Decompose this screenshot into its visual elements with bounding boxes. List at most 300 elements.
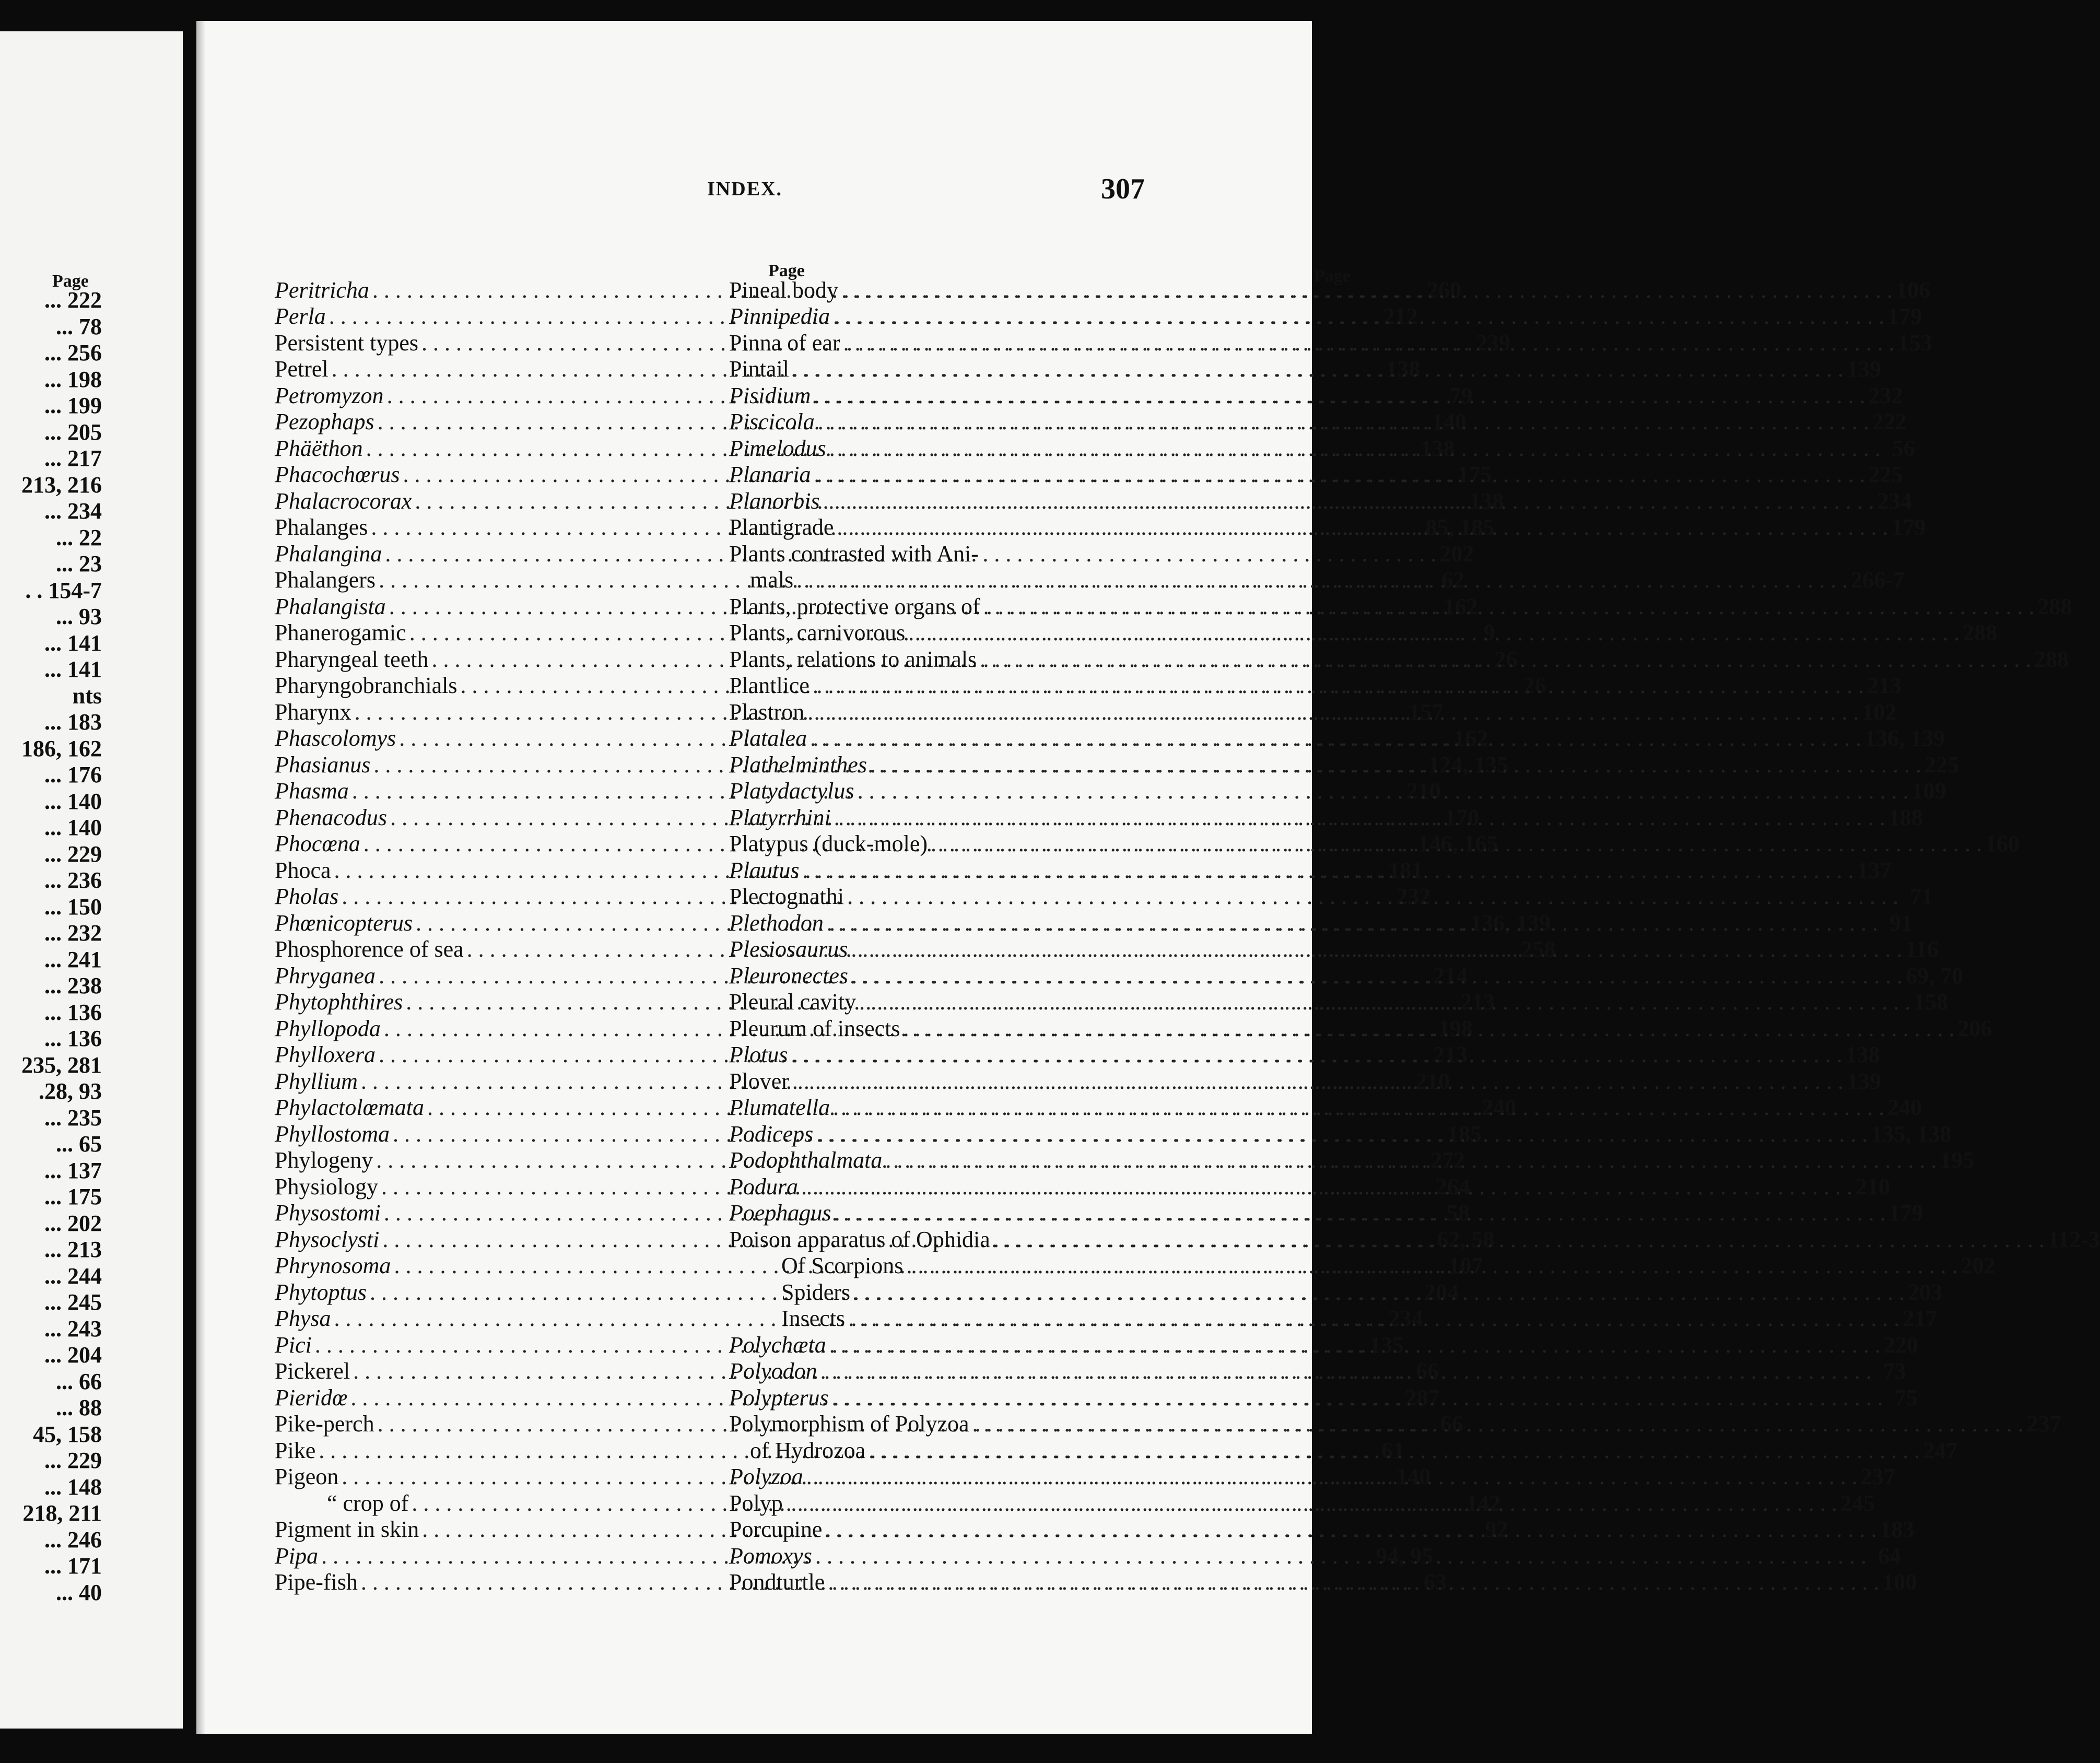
index-term: Phrynosoma (275, 1253, 391, 1278)
index-term: Pharynx (275, 699, 351, 725)
index-page-ref: 210 (1415, 1068, 1450, 1094)
previous-page-entry: ... 238 (44, 973, 102, 998)
index-term: Plectognathi (729, 884, 844, 909)
previous-page-entry: ... 229 (44, 1448, 102, 1473)
index-term: Platypus (duck-mole) (729, 831, 928, 856)
index-page-ref: 188 (1888, 804, 1923, 830)
index-page-ref: 100 (1882, 1569, 1917, 1595)
index-page-ref: 26 (1494, 646, 1518, 672)
index-page-ref: 202 (1961, 1253, 1996, 1278)
previous-page-entry: ... 78 (56, 313, 102, 339)
index-term: Insects (781, 1306, 846, 1331)
book-gutter (183, 21, 196, 1734)
previous-page-entry: ... 23 (56, 551, 102, 577)
index-term: Petromyzon (275, 382, 384, 408)
previous-page-fragment (0, 31, 183, 1729)
index-term: Phalangina (275, 540, 382, 567)
index-page-ref: 234 (1388, 1306, 1423, 1331)
index-term: Pigment in skin (275, 1517, 419, 1542)
index-page-ref: 106 (1895, 277, 1930, 303)
previous-page-entry: ... 148 (44, 1474, 102, 1500)
previous-page-entry: ... 213 (44, 1237, 102, 1262)
index-page-ref: 92 (1485, 1517, 1508, 1542)
index-page-ref: 181 (1388, 857, 1423, 883)
index-term: Phocœna (275, 831, 360, 856)
index-page-ref: 203 (1908, 1279, 1942, 1305)
index-page-ref: 139 (1846, 1068, 1881, 1094)
index-term: Peritricha (275, 277, 369, 303)
index-term: Phylogeny (275, 1147, 373, 1173)
previous-page-entry: ... 88 (56, 1395, 102, 1420)
index-term: Plantigrade (729, 514, 834, 540)
index-page-ref: 85, 185 (1425, 514, 1495, 540)
index-page-ref: 198 (1438, 1015, 1473, 1041)
index-entry (729, 540, 1345, 567)
previous-page-entry: ... 204 (44, 1342, 102, 1368)
index-page-ref: 232 (1396, 884, 1431, 909)
previous-page-entry: nts (72, 683, 102, 709)
index-page-ref: 146, 165 (1417, 831, 1498, 856)
index-page-ref: 234 (1877, 488, 1912, 514)
index-page-ref: 213 (1433, 1042, 1468, 1067)
index-page-ref: 204 (1424, 1279, 1459, 1305)
index-page-ref: 64 (1878, 1543, 1901, 1569)
previous-page-entry: 45, 158 (33, 1421, 102, 1447)
index-term: Pinnipedia (729, 303, 830, 329)
index-term: Spiders (781, 1279, 850, 1305)
previous-page-entry: ... 136 (44, 999, 102, 1025)
index-page-ref: 272 (1430, 1147, 1465, 1173)
index-term: Pintail (729, 356, 789, 382)
index-term: Plumatella (729, 1095, 830, 1120)
index-page-ref: 195 (1940, 1147, 1975, 1173)
index-page-ref: 116 (1905, 936, 1939, 962)
index-term: Plotus (729, 1042, 788, 1067)
dot-leader (904, 1016, 1955, 1042)
index-page-ref: 124, 135 (1428, 751, 1509, 778)
index-page-ref: 162 (1443, 593, 1478, 619)
index-term: Physoclysti (275, 1226, 380, 1252)
index-term: Phasma (275, 778, 349, 804)
index-term: Pike-perch (275, 1411, 374, 1437)
index-term: Pomoxys (729, 1543, 812, 1569)
previous-page-entry: ... 140 (44, 788, 102, 814)
index-page-ref: 214 (1433, 962, 1468, 989)
index-term: Pleurum of insects (729, 1015, 900, 1041)
previous-page-entry: ... 136 (44, 1026, 102, 1051)
index-term: Polyzoa (729, 1464, 803, 1489)
index-page-ref: 139 (1846, 356, 1881, 382)
index-page-ref: 240 (1481, 1095, 1516, 1120)
dot-leader (833, 1095, 1884, 1121)
right-column-page-label: Page (1314, 266, 1351, 286)
index-page-ref: 73 (1883, 1358, 1906, 1384)
index-page-ref: 107 (1448, 1253, 1483, 1278)
index-term: Phenacodus (275, 804, 388, 830)
index-page-ref: 63 (1423, 1569, 1447, 1595)
previous-page-entry: ... 245 (44, 1289, 102, 1315)
index-term: Physiology (275, 1173, 379, 1200)
index-page-ref: 102 (1862, 699, 1897, 725)
previous-page-entry: ... 246 (44, 1526, 102, 1553)
index-page-ref: 138 (1386, 356, 1421, 382)
dot-leader (827, 910, 1878, 936)
index-page-ref: 287 (1405, 1384, 1440, 1411)
index-page-ref: 206 (1957, 1015, 1992, 1041)
previous-page-entry: ... 222 (44, 287, 102, 313)
index-term: Phasianus (275, 751, 371, 778)
dot-leader (786, 1490, 1837, 1517)
previous-page-entry: ... 141 (44, 656, 102, 682)
index-term: Phytophthires (275, 989, 403, 1015)
dot-leader (848, 1306, 1899, 1332)
index-term: Polyp (729, 1490, 783, 1516)
index-page-ref: 138 (1420, 435, 1455, 461)
index-term: Plathelminthes (729, 751, 867, 778)
dot-leader (859, 989, 1910, 1015)
dot-leader (906, 1253, 1957, 1279)
dot-leader (792, 1068, 1844, 1095)
index-term: Polychæta (729, 1332, 826, 1358)
dot-leader (833, 303, 1884, 330)
index-page-ref: 62 (1441, 567, 1465, 593)
index-page-ref: 240 (1887, 1095, 1922, 1120)
index-term: Pipa (275, 1543, 319, 1569)
dot-leader (908, 620, 1960, 646)
index-term: “ crop of (327, 1490, 409, 1516)
previous-page-entry: ... 244 (44, 1263, 102, 1289)
index-term: Poison apparatus of Ophidia (729, 1226, 990, 1252)
index-term: Platalea (729, 725, 807, 751)
previous-page-entry: ... 241 (44, 946, 102, 972)
dot-leader (807, 699, 1859, 725)
dot-leader (858, 778, 1909, 804)
index-term: Piscicola (729, 409, 815, 434)
index-page-ref: 66 (1416, 1358, 1439, 1384)
index-page-ref: 247 (1923, 1437, 1958, 1463)
index-page-ref: 222 (1872, 409, 1907, 434)
previous-page-entry: 186, 162 (21, 735, 102, 761)
index-page-ref: 232 (1868, 382, 1903, 408)
index-term: Phœnicopterus (275, 910, 413, 936)
dot-leader (828, 1569, 1879, 1595)
index-term: Phytoptus (275, 1279, 367, 1305)
previous-page-entry: ... 93 (56, 604, 102, 629)
index-page-ref: 26 (1523, 673, 1546, 698)
dot-leader (825, 1517, 1876, 1543)
index-page-ref: 213 (1867, 673, 1902, 698)
index-term: Petrel (275, 356, 329, 382)
index-page-ref: 170 (1445, 804, 1480, 830)
dot-leader (813, 673, 1864, 699)
index-page-ref: 264 (1436, 1173, 1471, 1200)
index-page-ref: 210 (1406, 778, 1441, 804)
index-term: Phanerogamic (275, 620, 406, 645)
index-page-ref: 142 (1466, 1490, 1501, 1516)
index-term: Phylloxera (275, 1042, 376, 1067)
index-term: Podiceps (729, 1121, 814, 1147)
index-term: Pharyngobranchials (275, 673, 457, 698)
index-term: Pleuronectes (729, 962, 849, 989)
index-page-ref: 179 (1887, 303, 1922, 329)
index-term: Podophthalmata (729, 1147, 883, 1173)
index-term: Plesiosaurus (729, 936, 848, 962)
previous-page-entry: ... 217 (44, 445, 102, 471)
index-page-ref: 179 (1891, 514, 1926, 540)
index-term: Platydactylus (729, 778, 854, 804)
running-head: INDEX. (707, 178, 782, 200)
index-page-ref: 61 (1381, 1437, 1405, 1463)
index-term: Planorbis (729, 488, 820, 514)
dot-leader (835, 1200, 1886, 1226)
index-term: Plethodon (729, 910, 824, 936)
previous-page-entry: ... 175 (44, 1184, 102, 1209)
index-term: Phacochœrus (275, 462, 400, 487)
index-page-ref: 135, 138 (1871, 1121, 1952, 1147)
index-term: Polymorphism of Polyzoa (729, 1411, 969, 1437)
dot-leader (792, 356, 1844, 382)
index-term: Physostomi (275, 1200, 381, 1226)
previous-page-entry: ... 140 (44, 815, 102, 840)
index-page-ref: 94, 95 (1376, 1543, 1434, 1569)
index-term: Plants, carnivorous (729, 620, 906, 645)
index-term: Plastron (729, 699, 805, 725)
index-term: Phyllium (275, 1068, 358, 1094)
dot-leader (818, 409, 1869, 435)
index-entry (729, 1095, 1922, 1121)
dot-leader (885, 1147, 1937, 1173)
index-page-ref: 245 (1840, 1490, 1875, 1516)
index-term: Phyllopoda (275, 1015, 381, 1041)
index-page-ref: 210 (1856, 1173, 1890, 1200)
index-page-ref: 185 (1447, 1121, 1482, 1147)
index-page-ref: 135 (1369, 1332, 1404, 1358)
index-term: Phäëthon (275, 435, 363, 461)
index-page-ref: 137 (1857, 857, 1892, 883)
page-number: 307 (1101, 173, 1145, 205)
dot-leader (806, 1464, 1858, 1490)
index-term: Pickerel (275, 1358, 350, 1384)
previous-page-column-label: Page (52, 272, 89, 291)
previous-page-entry: ... 229 (44, 841, 102, 867)
index-term: Plants, protective organs of (729, 593, 980, 619)
dot-leader (931, 831, 1982, 857)
index-page-ref: 58 (1446, 1200, 1470, 1226)
index-page-ref: 179 (1888, 1200, 1923, 1226)
index-term: Pimelodus (729, 435, 826, 461)
index-term: Plants contrasted with Ani- (729, 540, 979, 567)
previous-page-entry: ... 198 (44, 366, 102, 392)
index-page-ref: 239 (1475, 330, 1510, 356)
index-page-ref: 288 (2037, 593, 2072, 619)
previous-page-entry: ... 243 (44, 1315, 102, 1342)
index-term: Platyrrhini (729, 804, 831, 830)
dot-leader (791, 1042, 1842, 1068)
index-term: Pholas (275, 884, 339, 909)
index-page-ref: 75 (1894, 1384, 1918, 1411)
dot-leader (993, 1227, 2045, 1253)
dot-leader (841, 277, 1893, 303)
index-term: Phascolomys (275, 725, 396, 751)
dot-leader (851, 963, 1903, 989)
index-term: Phalangista (275, 593, 386, 619)
dot-leader (870, 752, 1921, 778)
left-column-page-label: Page (768, 261, 805, 280)
index-page-ref: 91 (1889, 910, 1913, 936)
index-page-ref: 138 (1845, 1042, 1880, 1067)
index-term: Persistent types (275, 330, 418, 356)
index-term: Pinna of ear (729, 330, 840, 356)
index-term: Pike (275, 1437, 316, 1463)
index-page-ref: 162 (1453, 725, 1488, 751)
index-page-ref: 56 (1892, 435, 1915, 461)
previous-page-entry: 235, 281 (21, 1052, 102, 1078)
index-page-ref: 9 (1483, 620, 1495, 645)
index-term: Phryganea (275, 962, 376, 989)
dot-leader (829, 1332, 1881, 1358)
previous-page-entry: .28, 93 (39, 1078, 102, 1104)
index-term: Plautus (729, 857, 800, 883)
index-term: Physa (275, 1306, 331, 1331)
index-page-ref: 157 (1409, 699, 1444, 725)
index-page-ref: 288 (1963, 620, 1998, 645)
dot-leader (834, 805, 1885, 831)
index-term: mals (750, 567, 794, 593)
dot-leader (980, 647, 2031, 673)
index-page-ref: 136, 139 (1470, 910, 1551, 936)
index-page-ref: 220 (1883, 1332, 1918, 1358)
dot-leader (832, 1385, 1883, 1411)
dot-leader (816, 1121, 1868, 1147)
index-page-ref: 140 (1432, 409, 1467, 434)
index-term: Poephagus (729, 1200, 831, 1226)
index-page-ref: 140 (1396, 1464, 1431, 1489)
index-term: Porcupine (729, 1517, 823, 1542)
dot-leader (814, 383, 1865, 409)
index-page-ref: 71 (1909, 884, 1933, 909)
dot-leader (843, 330, 1895, 356)
index-term: Pineal body (729, 277, 838, 303)
index-term: Phalanges (275, 514, 368, 540)
index-page (196, 21, 2100, 1734)
index-page-ref: 260 (1426, 277, 1461, 303)
index-term: Pleural cavity (729, 989, 857, 1015)
index-term: Phyllostoma (275, 1121, 390, 1147)
index-page-ref: 237 (1860, 1464, 1895, 1489)
index-page-ref: 225 (1868, 462, 1903, 487)
index-page-ref: 288 (2034, 646, 2069, 672)
index-term: Phosphorence of sea (275, 936, 464, 962)
index-page-ref: 266-7 (1851, 567, 1905, 593)
index-term: Pondturtle (729, 1569, 825, 1595)
index-page-ref: 217 (1903, 1306, 1938, 1331)
dot-leader (820, 1358, 1872, 1384)
index-page-ref: 212 (1383, 303, 1418, 329)
dot-leader (801, 1174, 1852, 1200)
dot-leader (853, 1279, 1905, 1306)
index-page-ref: 62, 58 (1437, 1226, 1495, 1252)
previous-page-entry: ... 40 (56, 1579, 102, 1605)
dot-leader (972, 1411, 2024, 1437)
index-page-ref: 202 (1439, 540, 1474, 567)
dot-leader (810, 725, 1861, 751)
previous-page-column (0, 287, 102, 1606)
index-term: of Hydrozoa (750, 1437, 866, 1463)
previous-page-entry: ... 141 (44, 630, 102, 656)
index-term: Polypterus (729, 1384, 829, 1411)
index-page-ref: 138 (1469, 488, 1504, 514)
index-page-ref: 69, 70 (1906, 962, 1964, 989)
previous-page-entry: ... 150 (44, 894, 102, 920)
index-page-ref: 66 (1440, 1411, 1463, 1437)
dot-leader (796, 567, 1848, 593)
previous-page-entry: 213, 216 (21, 472, 102, 498)
previous-page-entry: ... 205 (44, 419, 102, 445)
index-term: Phylactolœmata (275, 1095, 424, 1120)
previous-page-entry: ... 176 (44, 762, 102, 788)
index-term: Polyodon (729, 1358, 817, 1384)
index-page-ref: 158 (1914, 989, 1949, 1015)
previous-page-entry: ... 22 (56, 524, 102, 550)
index-term: Pigeon (275, 1464, 339, 1489)
previous-page-entry: ... 171 (44, 1553, 102, 1579)
dot-leader (851, 936, 1902, 962)
index-term: Pisidium (729, 382, 811, 408)
index-term: Phalacrocorax (275, 488, 412, 514)
index-page-ref: 175 (1457, 462, 1492, 487)
previous-page-entry: . . 154-7 (25, 577, 102, 603)
dot-leader (814, 462, 1865, 488)
index-entry (729, 620, 1998, 647)
index-term: Phoca (275, 857, 331, 883)
previous-page-entry: ... 202 (44, 1210, 102, 1236)
index-page-ref: 183 (1880, 1517, 1915, 1542)
previous-page-entry: ... 235 (44, 1104, 102, 1131)
index-page-ref: 237 (2026, 1411, 2061, 1437)
index-term: Phalangers (275, 567, 376, 593)
previous-page-entry: ... 137 (44, 1157, 102, 1183)
index-term: Perla (275, 303, 326, 329)
dot-leader (983, 594, 2035, 620)
index-term: Podura (729, 1173, 798, 1200)
dot-leader (829, 436, 1881, 462)
dot-leader (837, 514, 1888, 540)
index-term: Planaria (729, 462, 811, 487)
previous-page-entry: 218, 211 (22, 1500, 102, 1526)
previous-page-entry: ... 234 (44, 498, 102, 524)
index-page-ref: 153 (1897, 330, 1932, 356)
index-page-ref: 213 (1460, 989, 1495, 1015)
index-term: Pezophaps (275, 409, 374, 434)
dot-leader (847, 884, 1898, 910)
dot-leader (802, 857, 1853, 884)
previous-page-entry: ... 199 (44, 393, 102, 418)
index-page-ref: 160 (1985, 831, 2020, 856)
index-term: Plover (729, 1068, 789, 1094)
previous-page-entry: ... 65 (56, 1131, 102, 1157)
index-term: Pharyngeal teeth (275, 646, 429, 672)
dot-leader (869, 1438, 1920, 1464)
previous-page-entry: ... 232 (44, 920, 102, 946)
previous-page-entry: ... 256 (44, 340, 102, 366)
index-page-ref: 112-3 (2047, 1226, 2100, 1252)
previous-page-entry: ... 183 (44, 709, 102, 735)
index-term: Pici (275, 1332, 312, 1358)
previous-page-entry: ... 236 (44, 867, 102, 893)
index-page-ref: 225 (1924, 751, 1959, 778)
previous-page-entry: ... 66 (56, 1368, 102, 1394)
index-page-ref: 79 (1449, 382, 1473, 408)
